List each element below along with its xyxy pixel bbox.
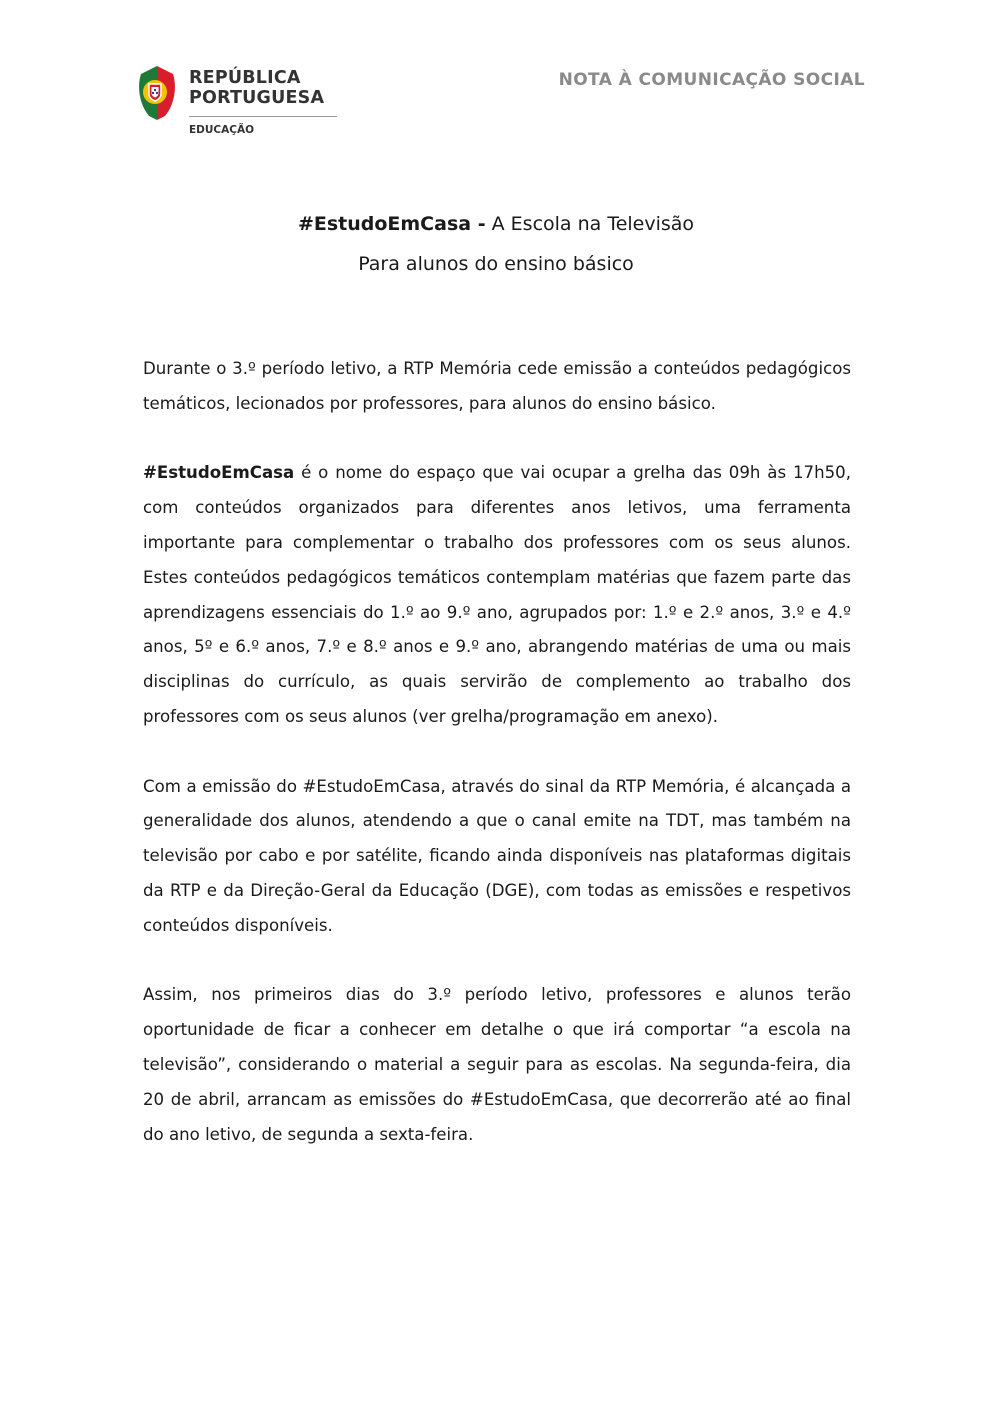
paragraph-2-hashtag: #EstudoEmCasa [143, 463, 295, 483]
portuguese-coat-of-arms-icon [135, 64, 179, 120]
brand-divider [189, 116, 337, 117]
title-line [0, 204, 992, 244]
title-hashtag: #EstudoEmCasa - [297, 213, 486, 235]
republica-portuguesa-logo [135, 62, 345, 142]
paragraph-2-text: é o nome do espaço que vai ocupar a grelha das 09h às 17h50, com conteúdos organizados para diferentes anos letivos, uma ferramenta importante para complementar o trabalho dos professores com os seus alunos. Estes conteúdos pedagógicos temáticos contemplam matérias que fazem parte das aprendizagens essenciais do 1.º ao 9.º ano, agrupados por: 1.º e 2.º anos, 3.º e 4.º anos, 5º e 6.º anos, 7.º e 8.º anos e 9.º ano, abrangendo matérias de uma ou mais disciplinas do currículo, as quais servirão de complemento ao trabalho dos professores com os seus alunos (ver grelha/programação em anexo). [143, 463, 851, 726]
subtitle-line: Para alunos do ensino básico [358, 253, 634, 275]
document-title [0, 204, 992, 284]
brand-subtitle: EDUCAÇÃO [189, 124, 255, 136]
paragraph-4: Assim, nos primeiros dias do 3.º período letivo, professores e alunos terão oportunidade de ficar a conhecer em detalhe o que irá comportar “a escola na televisão”, considerando o material a seguir para as escolas. Na segunda-feira, dia 20 de abril, arrancam as emissões do #EstudoEmCasa, que decorrerão até ao final do ano letivo, de segunda a sexta-feira. [143, 985, 851, 1144]
brand-title-line2: PORTUGUESA [189, 88, 325, 108]
title-main: A Escola na Televisão [485, 213, 695, 235]
paragraph-1: Durante o 3.º período letivo, a RTP Memória cede emissão a conteúdos pedagógicos temáticos, lecionados por professores, para alunos do ensino básico. [143, 359, 851, 413]
document-body [143, 352, 851, 1187]
document-type-label: NOTA À COMUNICAÇÃO SOCIAL [558, 70, 865, 90]
paragraph-3: Com a emissão do #EstudoEmCasa, através do sinal da RTP Memória, é alcançada a generalidade dos alunos, atendendo a que o canal emite na TDT, mas também na televisão por cabo e por satélite, ficando ainda disponíveis nas plataformas digitais da RTP e da Direção-Geral da Educação (DGE), com todas as emissões e respetivos conteúdos disponíveis. [143, 776, 851, 935]
paragraph-2 [143, 456, 851, 734]
page-header [135, 58, 865, 148]
brand-title-line1: REPÚBLICA [189, 68, 301, 88]
